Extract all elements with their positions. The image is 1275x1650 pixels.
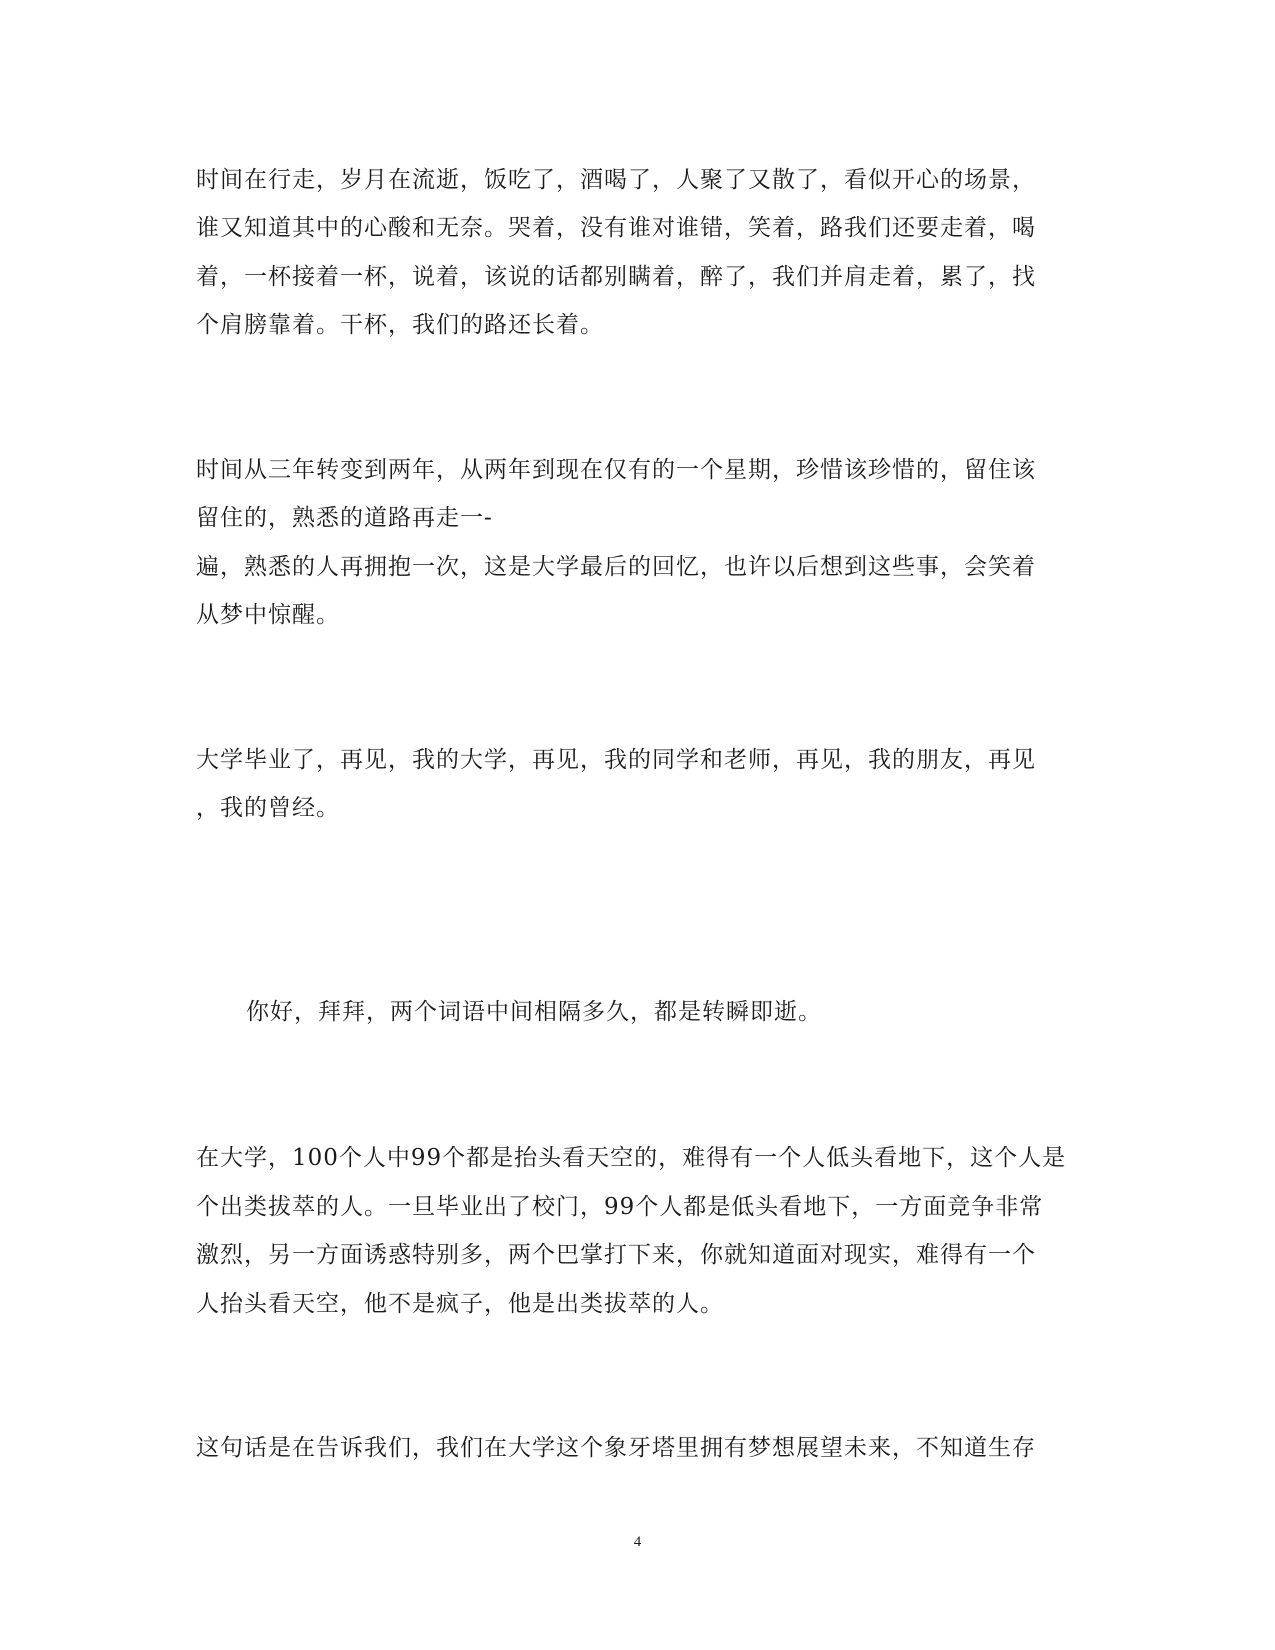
paragraph-5-line-2: 个出类拔萃的人。一旦毕业出了校门，99个人都是低头看地下，一方面竞争非常 [196,1194,1044,1220]
paragraph-3-line-2: ，我的曾经。 [196,795,340,821]
paragraph-1-line-2: 谁又知道其中的心酸和无奈。哭着，没有谁对谁错，笑着，路我们还要走着，喝 [196,215,1036,241]
paragraph-2-line-2: 留住的，熟悉的道路再走一- [196,505,493,531]
paragraph-1-line-4: 个肩膀靠着。干杯，我们的路还长着。 [196,312,604,338]
paragraph-5-line-1: 在大学，100个人中99个都是抬头看天空的，难得有一个人低头看地下，这个人是 [196,1145,1067,1171]
page-number: 4 [633,1534,642,1550]
paragraph-1-line-1: 时间在行走，岁月在流逝，饭吃了，酒喝了，人聚了又散了，看似开心的场景， [196,167,1036,193]
paragraph-2-line-3: 遍，熟悉的人再拥抱一次，这是大学最后的回忆，也许以后想到这些事，会笑着 [196,554,1036,580]
paragraph-5-line-4: 人抬头看天空，他不是疯子，他是出类拔萃的人。 [196,1291,724,1317]
paragraph-2-line-1: 时间从三年转变到两年，从两年到现在仅有的一个星期，珍惜该珍惜的，留住该 [196,457,1036,483]
paragraph-3-line-1: 大学毕业了，再见，我的大学，再见，我的同学和老师，再见，我的朋友，再见 [196,747,1036,773]
paragraph-6-line-1: 这句话是在告诉我们，我们在大学这个象牙塔里拥有梦想展望未来，不知道生存 [196,1435,1036,1461]
paragraph-2-line-4: 从梦中惊醒。 [196,602,340,628]
paragraph-1-line-3: 着，一杯接着一杯，说着，该说的话都别瞒着，醉了，我们并肩走着，累了，找 [196,264,1036,290]
paragraph-5-line-3: 激烈，另一方面诱惑特别多，两个巴掌打下来，你就知道面对现实，难得有一个 [196,1242,1036,1268]
paragraph-4-line-1: 你好，拜拜，两个词语中间相隔多久，都是转瞬即逝。 [246,999,822,1025]
